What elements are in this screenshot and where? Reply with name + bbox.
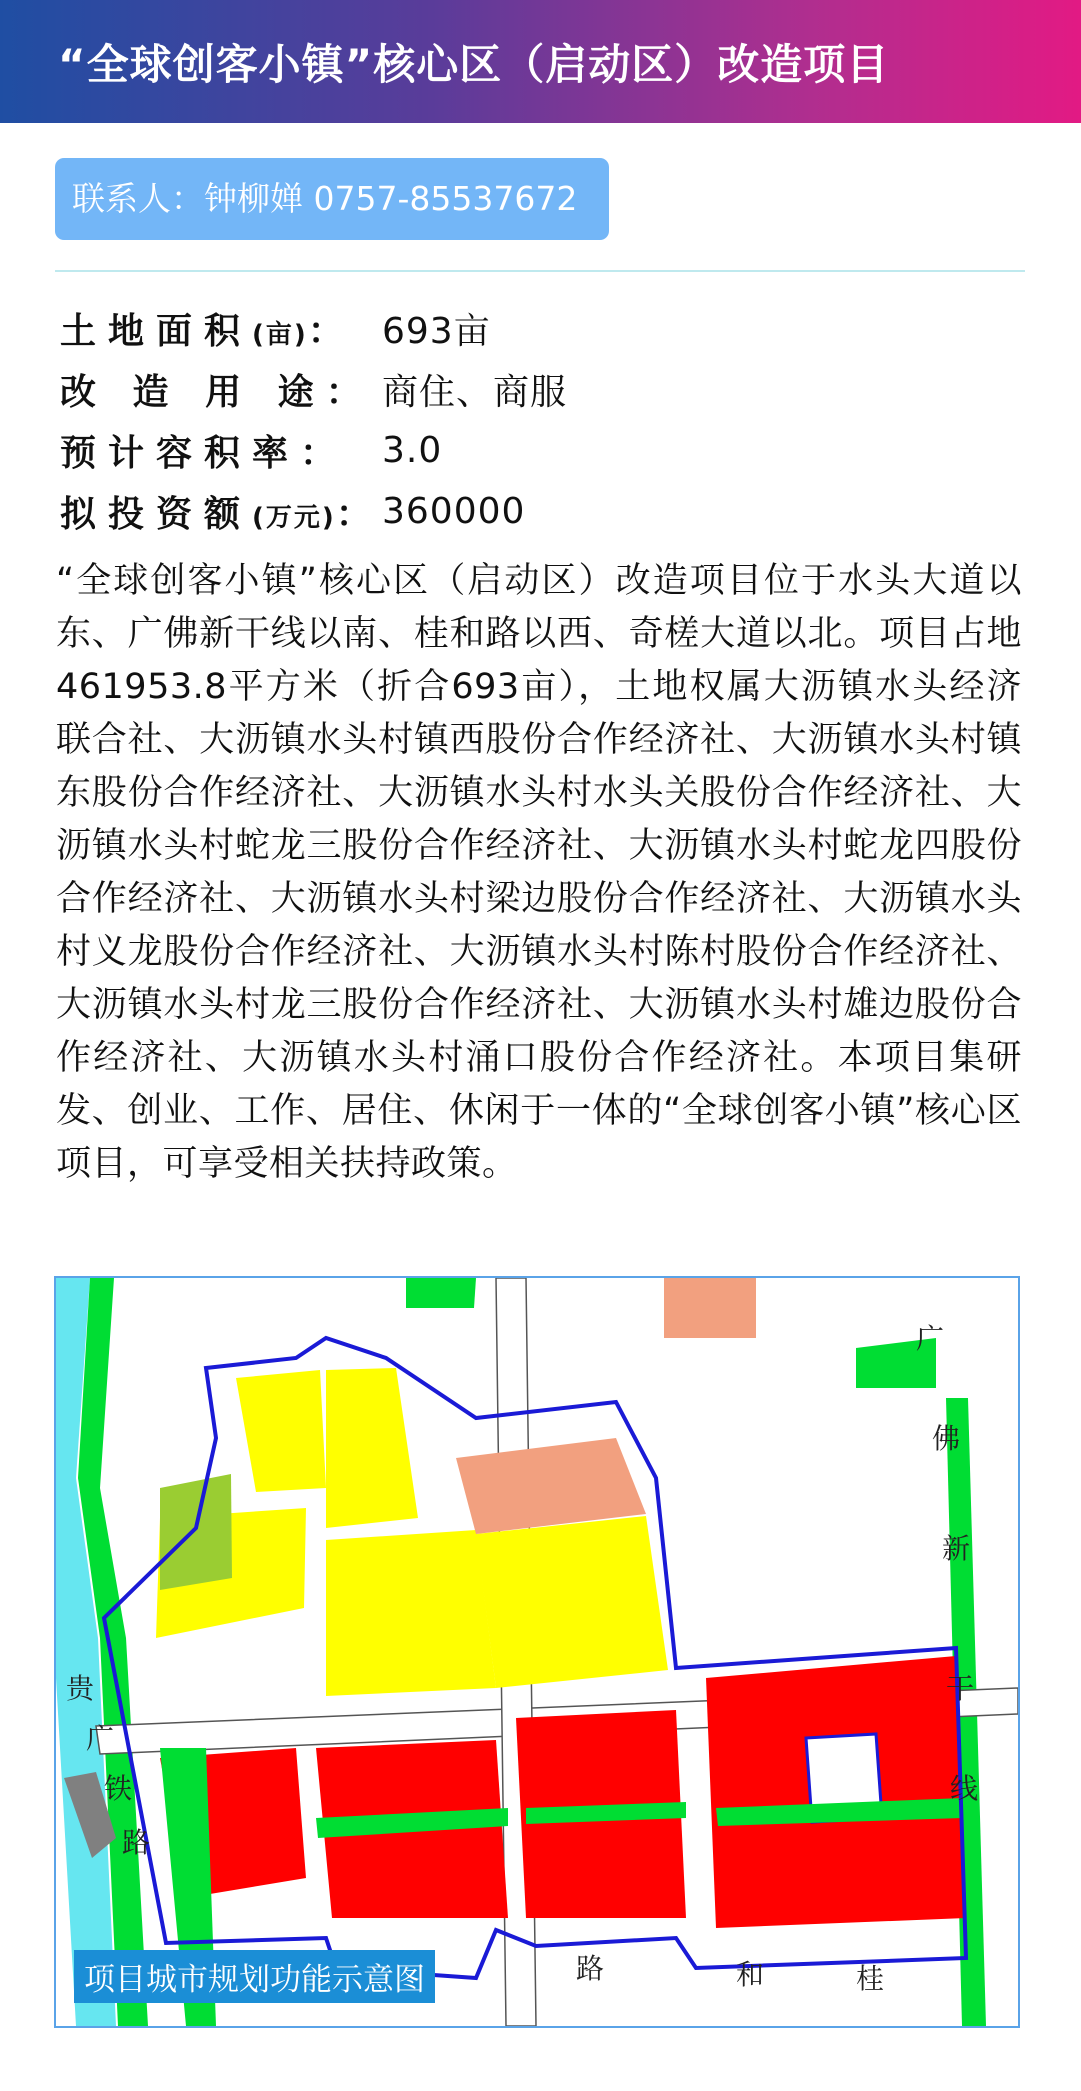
info-colon: ： <box>300 433 349 474</box>
road-label-char: 铁 <box>104 1772 133 1805</box>
info-unit: (亩) <box>252 320 308 350</box>
parcel-green-top <box>406 1278 476 1308</box>
road-label-char: 桂 <box>856 1962 885 1995</box>
project-description: “全球创客小镇”核心区（启动区）改造项目位于水头大道以东、广佛新干线以南、桂和路以西、奇槎大道以北。项目占地461953.8平方米（折合693亩），土地权属大沥镇水头经济联合社、大沥镇水头村镇西股份合作经济社、大沥镇水头村镇东股份合作经济社、大沥镇水头村水头关股份合作经济社、大沥镇水头村蛇龙三股份合作经济社、大沥镇水头村蛇龙四股份合作经济社、大沥镇水头村梁边股份合作经济社、大沥镇水头村义龙股份合作经济社、大沥镇水头村陈村股份合作经济社、大沥镇水头村龙三股份合作经济社、大沥镇水头村雄边股份合作经济社、大沥镇水头村涌口股份合作经济社。本项目集研发、创业、工作、居住、休闲于一体的“全球创客小镇”核心区项目，可享受相关扶持政策。 <box>56 561 1022 1184</box>
info-row-plot-ratio <box>60 420 1020 481</box>
parcel-residential-4 <box>326 1530 496 1696</box>
road-label-char: 新 <box>942 1532 971 1565</box>
road-label-char: 广 <box>86 1722 115 1755</box>
contact-badge[interactable]: 联系人：钟柳婵 0757-85537672 <box>55 158 609 240</box>
header-banner <box>0 0 1081 123</box>
info-value: 3.0 <box>382 430 443 471</box>
info-value: 693亩 <box>382 311 491 352</box>
info-unit: (万元) <box>252 503 336 533</box>
info-colon: ： <box>325 372 374 413</box>
divider <box>55 270 1025 272</box>
road-label-char: 线 <box>950 1772 979 1805</box>
planning-map[interactable] <box>54 1276 1020 2028</box>
project-info <box>60 298 1020 542</box>
info-row-investment <box>60 481 1020 542</box>
road-label-char: 和 <box>736 1958 765 1991</box>
road-label-char: 广 <box>916 1322 945 1355</box>
road-label-char: 路 <box>122 1826 151 1859</box>
road-label-char: 佛 <box>932 1422 961 1455</box>
planning-map-svg <box>56 1278 1018 2026</box>
info-value: 商住、商服 <box>382 372 568 413</box>
info-label: 拟投资额 <box>60 494 253 535</box>
info-value: 360000 <box>382 491 526 532</box>
road-label-char: 路 <box>576 1952 605 1985</box>
parcel-mixed-top <box>664 1278 756 1338</box>
road-label-char: 干 <box>946 1672 975 1705</box>
info-colon: ： <box>335 494 384 535</box>
info-label: 预计容积率 <box>60 433 301 474</box>
page-title: “全球创客小镇”核心区（启动区）改造项目 <box>58 40 890 89</box>
info-colon: ： <box>307 311 356 352</box>
road-label-char: 贵 <box>66 1672 95 1705</box>
map-caption: 项目城市规划功能示意图 <box>74 1950 435 2003</box>
info-label: 土地面积 <box>60 311 253 352</box>
info-label: 改 造 用 途 <box>60 372 326 413</box>
parcel-lightgreen <box>160 1474 232 1590</box>
info-row-land-area <box>60 298 1020 359</box>
parcel-residential-5 <box>476 1516 668 1688</box>
info-row-usage <box>60 359 1020 420</box>
